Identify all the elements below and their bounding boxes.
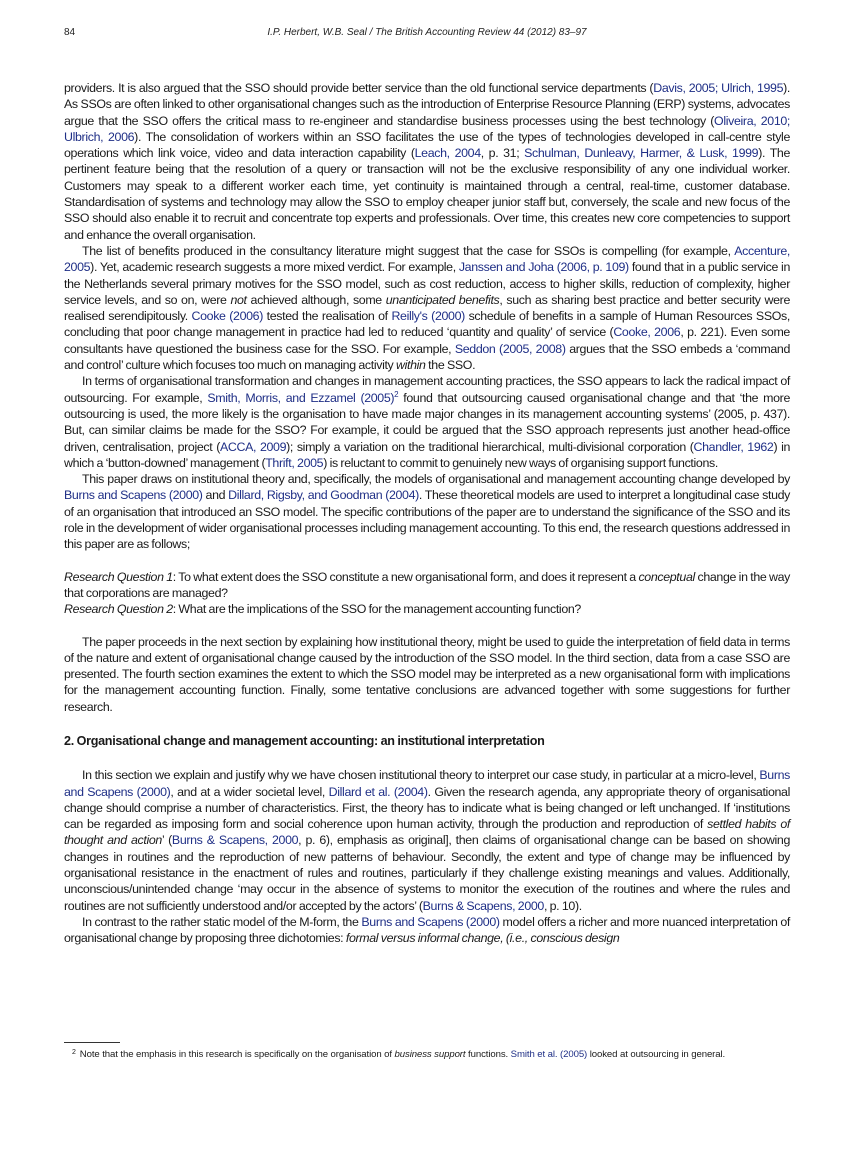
research-questions	[64, 569, 790, 618]
emphasis: within	[396, 358, 426, 373]
citation-link[interactable]: Davis, 2005; Ulrich, 1995	[653, 81, 784, 95]
page-number: 84	[64, 27, 76, 38]
paragraph	[64, 80, 790, 243]
citation-link[interactable]: Oliveira, 2010; Ulbrich, 2006	[64, 113, 790, 144]
text: . These theoretical models are used to interpret a longitudinal case study of an organisation that introduced an SSO model. The specific contributions of the paper are to understand the significance of the SSO and its role in the development of wider organisational processes including management accounting. To this end, the research questions addressed in this paper are as follows;	[64, 488, 791, 552]
text: found that outsourcing caused organisational change and that ‘the more outsourcing is used, the more likely is the organisation to have made major changes in its management accounting systems’ (2005, p. 437). But, can similar claims be made for the SSO? For example, it could be argued that the SSO approach represents just another head-office driven, centralisation, project (	[64, 390, 790, 454]
text: ) in which a ‘button-downed’ management (	[64, 439, 791, 470]
paragraph	[64, 634, 790, 715]
footnote-reference[interactable]: 2	[394, 389, 399, 399]
paragraph	[64, 914, 790, 947]
text: , p. 31;	[480, 146, 525, 161]
citation-link[interactable]: Seddon (2005, 2008)	[454, 341, 566, 356]
text: ) is reluctant to commit to genuinely new ways of organising support functions.	[323, 455, 718, 470]
journal-citation-line: I.P. Herbert, W.B. Seal / The British Accounting Review 44 (2012) 83–97	[267, 27, 587, 38]
text: functions.	[465, 1049, 511, 1060]
emphasis: business support	[394, 1049, 466, 1060]
text: , p. 6), emphasis as original], then claims of organisational change can be based on showing changes in routines and the reproduction of new patterns of behaviour. Secondly, the extent and type of change may be influenced by organisational resistance in the enactment of rules and routines, particularly if they challenge existing meanings and values. Additionally, unconscious/unintended change ‘may occur in the absence of systems to monitor the execution of the routines and where the rules and routines are not sufficiently understood and/or accepted by the actors’ (	[64, 833, 791, 913]
text: found that in a public service in the Netherlands several primary motives for the SSO model, such as cost reduction, access to higher skills, reduction of complexity, higher service levels, and so on, were	[64, 260, 790, 307]
citation-link[interactable]: ACCA, 2009	[219, 439, 287, 454]
text: In terms of organisational transformation and changes in management accounting practices, the SSO appears to lack the radical impact of outsourcing. For example,	[64, 374, 790, 405]
text: . Given the research agenda, any appropriate theory of organisational change should comprise a number of characteristics. First, the theory has to indicate what is being changed or left unchanged. If ‘institutions can be regarded as imposing form and social coherence upon human activity, through the production and reproduction of	[64, 784, 790, 832]
paragraph	[64, 471, 790, 552]
citation-link[interactable]: Smith et al. (2005)	[510, 1049, 588, 1060]
citation-link[interactable]: Reilly's (2000)	[391, 309, 465, 324]
text: The list of benefits produced in the consultancy literature might suggest that the case for SSOs is compelling (for example,	[82, 243, 735, 258]
text: In contrast to the rather static model of the M-form, the	[82, 914, 362, 929]
citation-link[interactable]: Accenture, 2005	[64, 243, 790, 275]
text: and	[202, 488, 229, 503]
text: , p. 221). Even some consultants have questioned the business case for the SSO. For example,	[64, 325, 790, 356]
text: ). The pertinent feature being that the resolution of a query or transaction will not be the exclusive responsibility of any one individual worker. Customers may speak to a different worker each time, yet continuity is maintained through a central, real-time, customer database. Standardisation of systems and technology may allow the SSO to employ cheaper junior staff but, conversely, the scale and new focus of the SSO should also enable it to recruit and concentrate top experts and professionals. Over time, this creates new core competencies to support and enhance the overall organisation.	[64, 146, 790, 242]
text: the SSO.	[425, 358, 476, 373]
text: ). As SSOs are often linked to other organisational changes such as the introduction of Enterprise Resource Planning (ERP) systems, advocates argue that the SSO offers the critical mass to re-engineer and standardise business processes using the best technology (	[64, 81, 790, 128]
emphasis: not	[230, 292, 247, 307]
text: : To what extent does the SSO constitute a new organisational form, and does it represent a	[172, 569, 639, 584]
text: argues that the SSO embeds a ‘command and control’ culture which focuses too much on managing activity	[64, 341, 791, 373]
footnote-divider	[64, 1042, 120, 1043]
text: providers. It is also argued that the SSO should provide better service than the old functional service departments (	[64, 81, 654, 95]
text: Note that the emphasis in this research is specifically on the organisation of	[79, 1049, 395, 1060]
footnote	[64, 1046, 790, 1062]
text: : What are the implications of the SSO for the management accounting function?	[172, 602, 581, 617]
emphasis: conceptual	[638, 569, 695, 584]
article-body	[64, 80, 790, 947]
citation-link[interactable]: Cooke, 2006	[613, 325, 681, 340]
text: change in the way that corporations are managed?	[64, 569, 790, 600]
citation-link[interactable]: Schulman, Dunleavy, Harmer, & Lusk, 1999	[524, 146, 759, 161]
text: ); simply a variation on the traditional hierarchical, multi-divisional corporation (	[286, 439, 694, 454]
citation-link[interactable]: Dillard et al. (2004)	[328, 784, 428, 799]
text: This paper draws on institutional theory and, specifically, the models of organisational and management accounting change developed by	[82, 472, 790, 487]
footnote-mark: 2	[72, 1049, 76, 1056]
text: The paper proceeds in the next section by explaining how institutional theory, might be used to guide the interpretation of field data in terms of the nature and extent of organisational change caused by the introduction of the SSO model. In the third section, data from a case SSO are presented. The fourth section examines the extent to which the SSO model may be interpreted as a new organisational form with implications for the management accounting function. Finally, some tentative conclusions are advanced together with some suggestions for further research.	[64, 634, 790, 714]
text: ’ (	[161, 833, 172, 848]
citation-link[interactable]: Burns & Scapens, 2000	[171, 833, 299, 848]
citation-link[interactable]: Cooke (2006)	[191, 309, 263, 324]
research-question-1	[64, 569, 790, 602]
paragraph	[64, 767, 790, 914]
citation-link[interactable]: Leach, 2004	[414, 146, 481, 161]
emphasis: unanticipated benefits	[385, 292, 500, 307]
citation-link[interactable]: Smith, Morris, and Ezzamel (2005)	[207, 390, 395, 405]
paragraph	[64, 373, 790, 471]
emphasis: formal versus informal change, (i.e., conscious design	[345, 931, 620, 946]
research-question-label: Research Question 1	[64, 569, 173, 584]
text: model offers a richer and more nuanced interpretation of organisational change by proposing three dichotomies:	[64, 914, 790, 946]
text: ). The consolidation of workers within an SSO facilitates the use of the types of technologies developed in call-centre style operations which link voice, video and data interaction capability (	[64, 129, 790, 161]
text: ). Yet, academic research suggests a more mixed verdict. For example,	[90, 260, 459, 275]
citation-link[interactable]: Janssen and Joha (2006, p. 109)	[458, 260, 629, 275]
research-question-label: Research Question 2	[64, 602, 173, 617]
citation-link[interactable]: Thrift, 2005	[265, 455, 324, 470]
citation-link[interactable]: Dillard, Rigsby, and Goodman (2004)	[228, 488, 419, 503]
text: tested the realisation of	[262, 309, 392, 324]
citation-link[interactable]: Burns and Scapens (2000)	[361, 914, 500, 929]
text: , such as sharing best practice and better security were realised serendipitously.	[64, 292, 790, 324]
text: , and at a wider societal level,	[170, 784, 329, 799]
citation-link[interactable]: Burns and Scapens (2000)	[64, 768, 790, 799]
text: achieved although, some	[246, 292, 386, 307]
paragraph	[64, 243, 790, 373]
text: , p. 10).	[543, 898, 582, 913]
research-question-2	[64, 601, 790, 617]
section-heading: 2. Organisational change and management accounting: an institutional interpretation	[64, 733, 545, 748]
emphasis: settled habits of thought and action	[64, 817, 790, 848]
text: In this section we explain and justify why we have chosen institutional theory to interpret our case study, in particular at a micro-level,	[82, 768, 760, 783]
text: looked at outsourcing in general.	[587, 1049, 726, 1060]
citation-link[interactable]: Burns & Scapens, 2000	[422, 898, 544, 913]
text: schedule of benefits in a sample of Human Resources SSOs, concluding that poor change management in practice had led to reduced ‘quantity and quality’ of service (	[64, 309, 790, 340]
citation-link[interactable]: Chandler, 1962	[693, 439, 774, 454]
citation-link[interactable]: Burns and Scapens (2000)	[64, 488, 203, 503]
